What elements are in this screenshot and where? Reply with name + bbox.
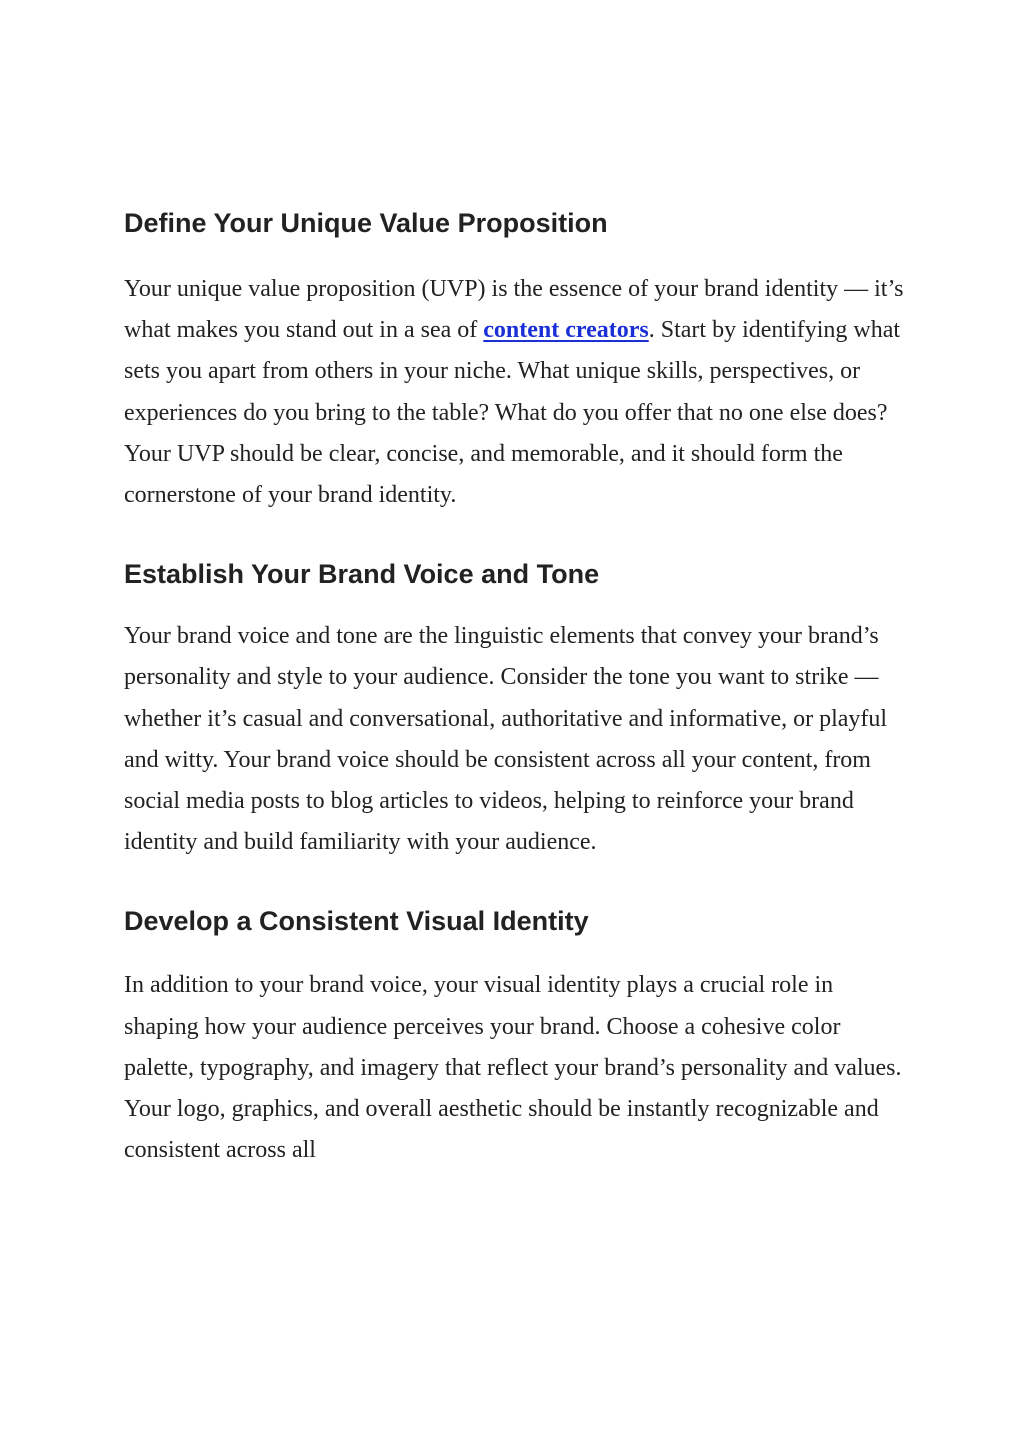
section-paragraph xyxy=(124,269,909,516)
section-unique-value-proposition xyxy=(124,203,909,516)
content-creators-link[interactable]: content creators xyxy=(483,317,649,344)
section-paragraph: Your brand voice and tone are the linguistic elements that convey your brand’s personality and style to your audience. Consider the tone you want to strike — whether it’s casual and conversational, authoritative and informative, or playful and witty. Your brand voice should be consistent across all your content, from social media posts to blog articles to videos, helping to reinforce your brand identity and build familiarity with your audience. xyxy=(124,623,888,856)
section-heading: Develop a Consistent Visual Identity xyxy=(124,906,589,937)
paragraph-text-after-link: . Start by identifying what sets you apart from others in your niche. What unique skills, perspectives, or experiences do you bring to the table? What do you offer that no one else does? Your UVP should be clear, concise, and memorable, and it should form the cornerstone of your brand identity. xyxy=(124,317,901,509)
section-visual-identity xyxy=(124,901,909,1171)
section-heading: Establish Your Brand Voice and Tone xyxy=(124,559,600,590)
section-heading: Define Your Unique Value Proposition xyxy=(124,208,608,238)
paragraph-text-before-link: Your unique value proposition (UVP) is the essence of your brand identity — it’s what makes you stand out in a sea of xyxy=(124,276,904,344)
section-paragraph: In addition to your brand voice, your visual identity plays a crucial role in shaping how your audience perceives your brand. Choose a cohesive color palette, typography, and imagery that reflect your brand’s personality and values. Your logo, graphics, and overall aesthetic should be instantly recognizable and consistent across all xyxy=(124,972,902,1164)
section-brand-voice-and-tone xyxy=(124,554,909,863)
article-body xyxy=(124,203,909,1209)
